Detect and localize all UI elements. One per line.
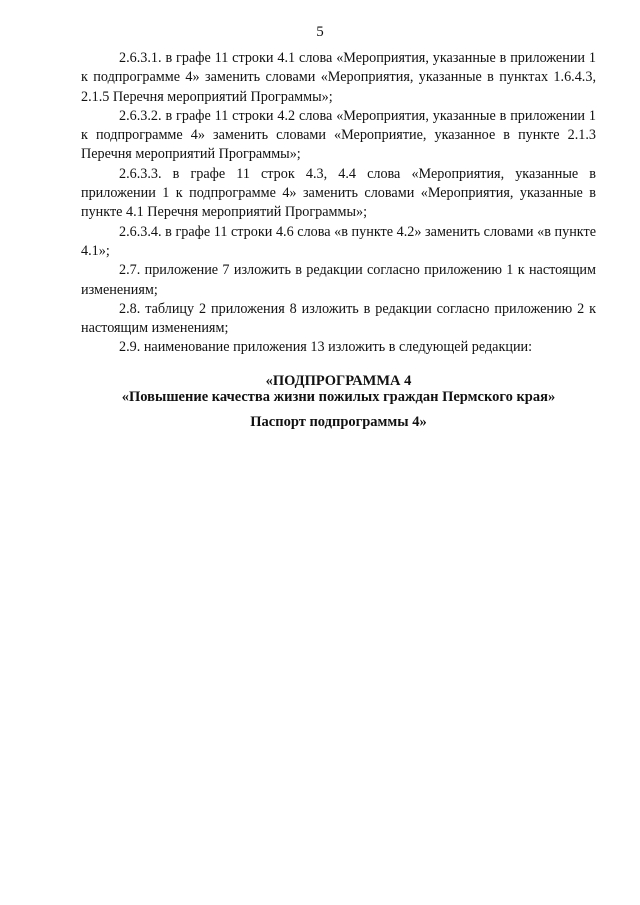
document-body [81,49,596,358]
subprogram-heading [81,374,596,405]
passport-title: Паспорт подпрограммы 4» [250,414,427,430]
paragraph-2-9: 2.9. наименование приложения 13 изложить в следующей редакции: [119,339,533,356]
page-number: 5 [316,24,324,40]
subprogram-heading-line-1: «ПОДПРОГРАММА 4 [265,373,412,389]
paragraph-2-6-3-2: 2.6.3.2. в графе 11 строки 4.2 слова «Мероприятия, указанные в приложении 1 к подпрограмме 4» заменить словами «Мероприятие, указанное в пункте 2.1.3 Перечня мероприятий Программы»; [81,107,596,163]
subprogram-heading-line-2: «Повышение качества жизни пожилых граждан Пермского края» [121,388,556,405]
paragraph-2-8: 2.8. таблицу 2 приложения 8 изложить в редакции согласно приложению 2 к настоящим изменениям; [81,300,596,337]
paragraph-2-6-3-3: 2.6.3.3. в графе 11 строк 4.3, 4.4 слова «Мероприятия, указанные в приложении 1 к подпрограмме 4» заменить словами «Мероприятия, указанные в пункте 4.1 Перечня мероприятий Программы»; [81,165,596,221]
paragraph-2-7: 2.7. приложение 7 изложить в редакции согласно приложению 1 к настоящим изменениям; [81,262,596,298]
paragraph-2-6-3-4: 2.6.3.4. в графе 11 строки 4.6 слова «в пункте 4.2» заменить словами «в пункте 4.1»; [81,223,596,259]
paragraph-2-6-3-1: 2.6.3.1. в графе 11 строки 4.1 слова «Мероприятия, указанные в приложении 1 к подпрограмме 4» заменить словами «Мероприятия, указанные в пунктах 1.6.4.3, 2.1.5 Перечня мероприятий Программы»; [81,50,596,105]
